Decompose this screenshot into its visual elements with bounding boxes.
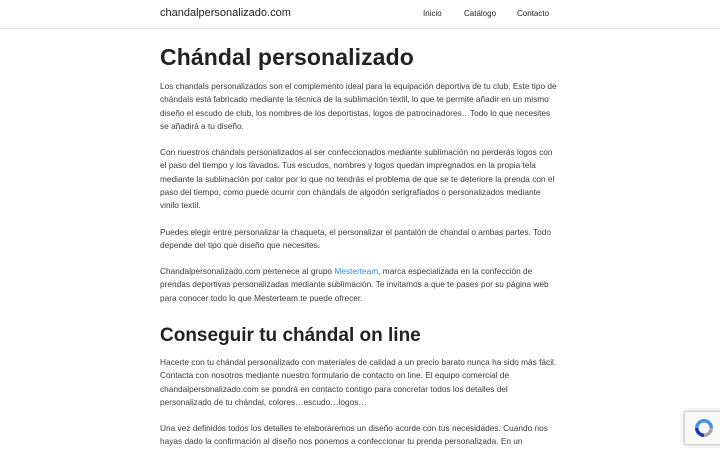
- paragraph-mesterteam-end: , marca especializada en la confección de prendas deportivas personalizadas mediante sublimación. Te invitamos a que te pases por su página web para conocer todo lo que Mesterteam te puede ofrecer.: [160, 266, 549, 303]
- paragraph-intro: Los chandals personalizados son el complemento ideal para la equipación deportiva de tu club. Este tipo de chándals está fabricado mediante la técnica de la sublimación textil, lo que te permite añadir en un mismo diseño el escudo de club, los nombres de los deportistas, logos de patrocinadores…Todo lo que necesites se añadirá a tu diseño.: [160, 81, 557, 131]
- paragraph-choose: Puedes elegir entre personalizar la chaqueta, el personalizar el pantalón de chandal o ambas partes. Todo depende del tipo que diseño que necesites.: [160, 227, 551, 251]
- nav-contacto[interactable]: Contacto: [517, 9, 550, 18]
- paragraph-online: Hacerte con tu chándal personalizado con materiales de calidad a un precio barato nunca ha sido más fácil. Contacta con nosotros mediante nuestro formulario de contacto on line. El equipo comercial de chandalpersonalizado.com se pondrá en contacto contigo para concretar todos los detalles del personalizado de tu chándal, colores…escudo…logos…: [160, 357, 557, 407]
- page-title: Chándal personalizado: [160, 44, 414, 70]
- site-header: [0, 0, 720, 29]
- nav-catalogo[interactable]: Catálogo: [464, 9, 497, 18]
- site-title-link[interactable]: chandalpersonalizado.com: [160, 7, 291, 19]
- recaptcha-badge[interactable]: [684, 411, 720, 445]
- paragraph-design: Una vez definidos todos los detalles te elaboraremos un diseño acorde con tus necesidades. Cuando nos hayas dado la confirmación al diseño nos ponemos a confeccionar tu prenda personalizada. En un: [160, 423, 548, 447]
- paragraph-mesterteam: [160, 265, 560, 305]
- paragraph-sublimation: Con nuestros chándals personalizados al ser confeccionados mediante sublimación no perderás logos con el paso del tiempo y los lavados. Tus escudos, nombres y logos quedan impregnados en la propia tela mediante la sublimación por calor por lo que no tendrás el problema de que se te deteriore la prenda con el paso del tiempo, como puede ocurrir con chándals de algodón serigrafiados o personalizados mediante vinilo textil.: [160, 147, 555, 211]
- nav-inicio[interactable]: Inicio: [423, 9, 442, 18]
- section-heading: Conseguir tu chándal on line: [160, 325, 421, 346]
- mesterteam-link[interactable]: Mesterteam: [334, 266, 379, 276]
- main-content: [0, 29, 720, 450]
- paragraph-mesterteam-start: Chandalpersonalizado.com pertenece al grupo: [160, 266, 335, 276]
- main-nav: [0, 9, 720, 23]
- recaptcha-icon: [693, 417, 715, 439]
